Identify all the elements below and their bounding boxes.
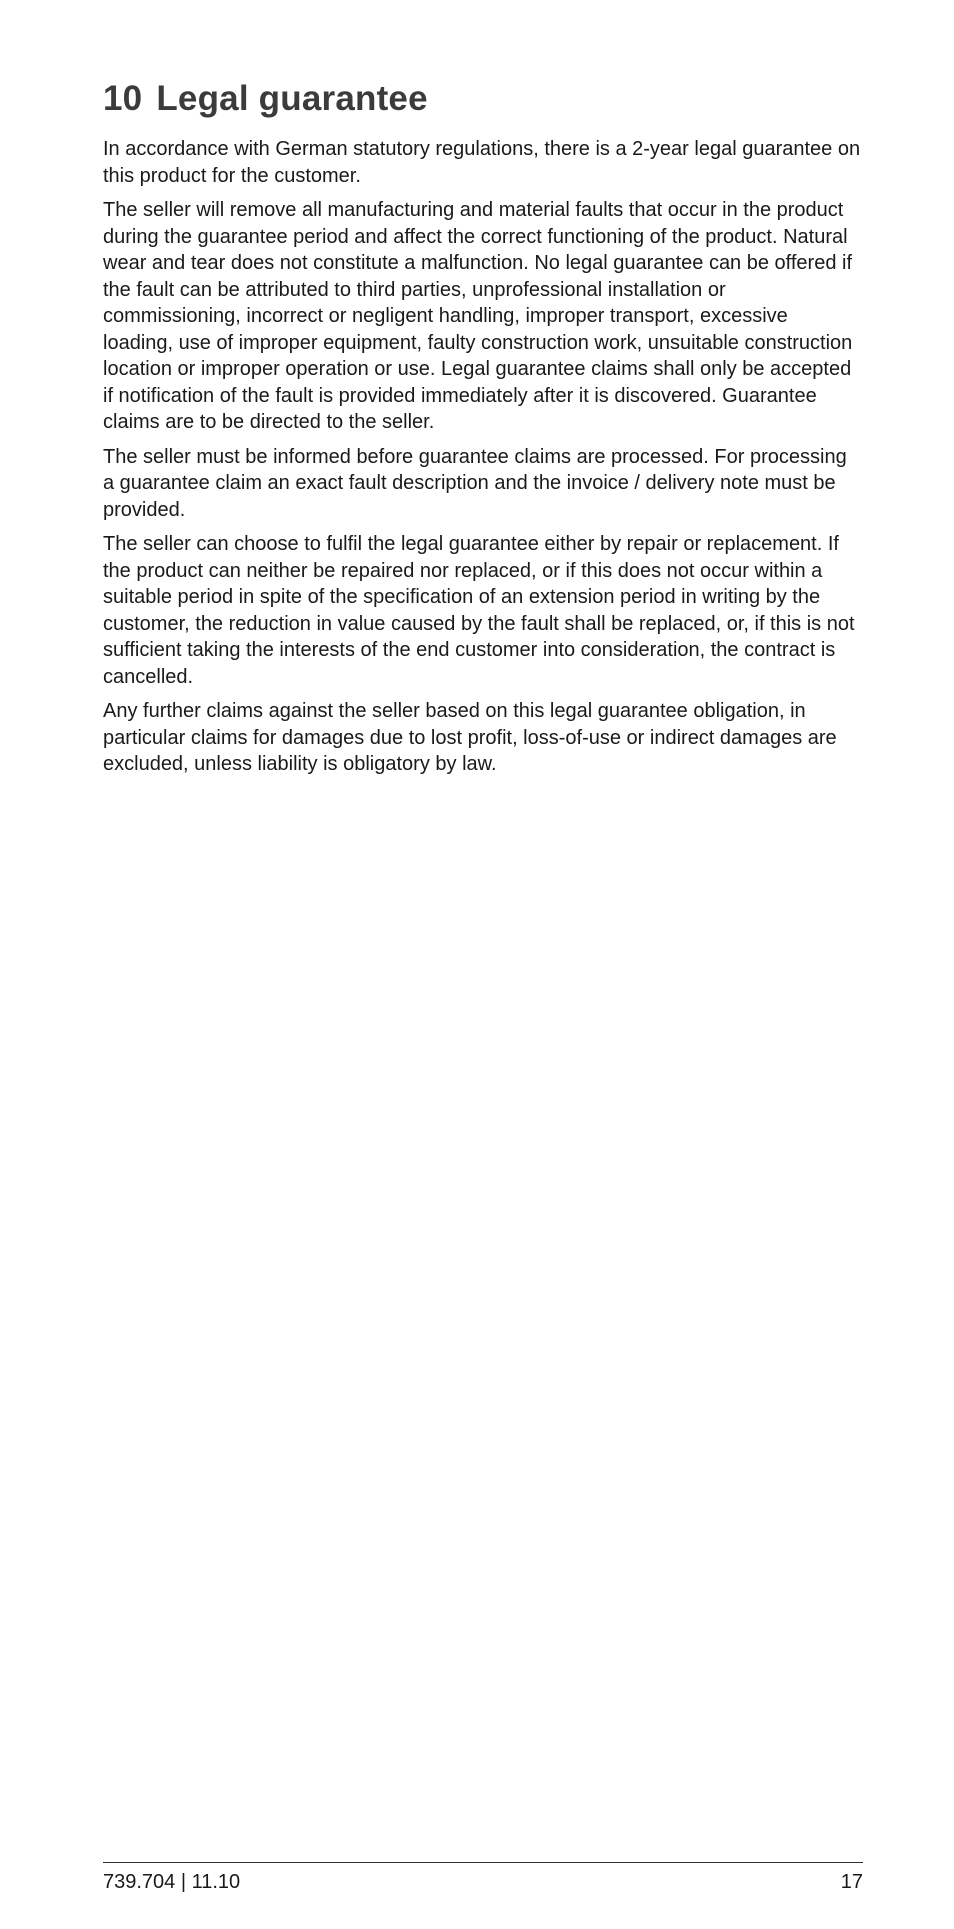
paragraph-further-claims: Any further claims against the seller based on this legal guarantee obligation, in particular claims for damages due to lost profit, loss-of-use or indirect damages are excluded, unless liability is obligatory by law.: [103, 700, 837, 775]
document-reference: 739.704 | 11.10: [103, 1871, 241, 1893]
section-number: 10: [103, 79, 143, 118]
paragraph-guarantee-period: In accordance with German statutory regulations, there is a 2-year legal guarantee on this product for the customer.: [103, 138, 861, 187]
page-footer: [103, 1862, 863, 1895]
paragraph-fault-removal: The seller will remove all manufacturing and material faults that occur in the product during the guarantee period and affect the correct functioning of the product. Natural wear and tear does not constitute a malfunction. No legal guarantee can be offered if the fault can be attributed to third parties, unprofessional installation or commissioning, incorrect or negligent handling, improper transport, excessive loading, use of improper equipment, faulty construction work, unsuitable construction location or improper operation or use. Legal guarantee claims shall only be accepted if notification of the fault is provided immediately after it is discovered. Guarantee claims are to be directed to the seller.: [103, 199, 853, 433]
section-heading: [103, 74, 863, 124]
section-title: Legal guarantee: [156, 79, 428, 118]
paragraph-repair-replacement: The seller can choose to fulfil the legal guarantee either by repair or replacement. If the product can neither be repaired nor replaced, or if this does not occur within a suitable period in spite of the specification of an extension period in writing by the customer, the reduction in value caused by the fault shall be replaced, or, if this is not sufficient taking the interests of the end customer into consideration, the contract is cancelled.: [103, 533, 855, 688]
page-content: [103, 74, 863, 786]
paragraph-claim-processing: The seller must be informed before guarantee claims are processed. For processing a guarantee claim an exact fault description and the invoice / delivery note must be provided.: [103, 445, 847, 521]
page-number: 17: [840, 1871, 863, 1893]
